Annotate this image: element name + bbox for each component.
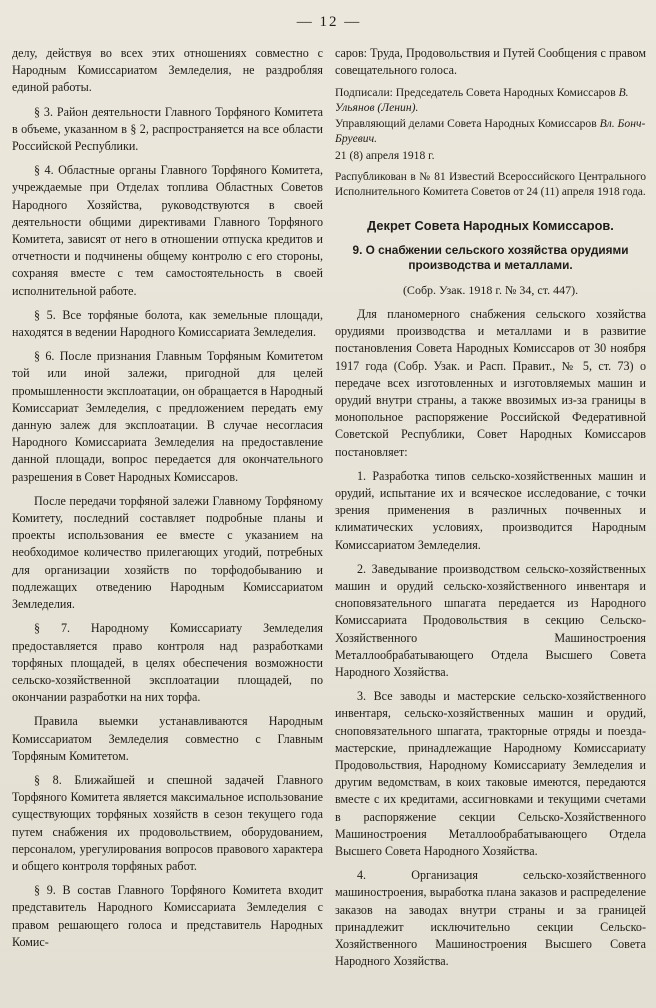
- section-5: § 5. Все торфяные болота, как земельные площади, находятся в ведении Народного Комиссариата Земледелия.: [12, 307, 323, 340]
- left-column: [12, 45, 323, 977]
- signature-role: Подписали: Председатель Совета Народных Комиссаров: [335, 86, 616, 100]
- section-3: § 3. Район деятельности Главного Торфяного Комитета в объеме, указанном в § 2, распространяется на все области Российской Республики.: [12, 104, 323, 154]
- publication-note: Распубликован в № 81 Известий Всероссийского Центрального Исполнительного Комитета Советов от 24 (11) апреля 1918 года.: [335, 170, 646, 198]
- clause-4: 4. Организация сельско-хозяйственного машиностроения, выработка плана заказов и распределение заказов на заводах внутри страны и за границей принадлежит исключительно секции Сельско-Хозяйственного Машиностроения Высшего Совета Народного Хозяйства.: [335, 868, 646, 969]
- section-9: § 9. В состав Главного Торфяного Комитета входит представитель Народного Комиссариата Земледелия с правом решающего голоса и представитель Народных Комис-: [12, 883, 323, 949]
- paragraph: Правила выемки устанавливаются Народным Комиссариатом Земледелия совместно с Главным Торфяным Комитетом.: [12, 714, 323, 763]
- decree-source: (Собр. Узак. 1918 г. № 34, ст. 447).: [402, 282, 579, 297]
- paragraph: После передачи торфяной залежи Главному Торфяному Комитету, последний составляет подробные планы и проекты использования ее вместе с указанием на необходимое количество прилегающих угодий, потребных для организации хозяйств по торфодобыванию и подлежащих отведению Народным Комиссариатом Земледелия.: [12, 493, 323, 612]
- clause-3: 3. Все заводы и мастерские сельско-хозяйственного инвентаря, сельско-хозяйственных машин и орудий, сноповязательного шпагата, тракторные отряды и поезда-мастерские, принадлежащие Народному Комиссариату Продовольствия, Народному Комиссариату Земледелия и другим ведомствам, в коих таковые имеются, передаются вместе с их кредитами, ассигновками и текущими счетами в распоряжение секции Сельско-Хозяйственного Машиностроения Металлообрабатывающего Отдела Высшего Совета Народного Хозяйства.: [335, 689, 646, 858]
- decree-subtitle: 9. О снабжении сельского хозяйства орудиями производства и металлами.: [352, 242, 629, 272]
- document-date: 21 (8) апреля 1918 г.: [335, 149, 435, 163]
- clause-1: 1. Разработка типов сельско-хозяйственных машин и орудий, испытание их и всяческое исследование, с точки зрения применения в различных почвенных и климатических условиях, производится Народным Комиссариатом Земледелия.: [335, 468, 646, 552]
- paragraph: делу, действуя во всех этих отношениях совместно с Народным Комиссариатом Земледелия, не раздробляя единой работы.: [12, 46, 323, 95]
- page-number: — 12 —: [296, 14, 362, 30]
- section-7: § 7. Народному Комиссариату Земледелия предоставляется право контроля над разработками торфяных площадей, в целях обеспечения возможности сельско-хозяйственной эксплоатации площадей, по окончании разработки на них торфа.: [12, 621, 323, 705]
- signature-name: В. Ульянов (Ленин).: [335, 86, 629, 114]
- decree-title: Декрет Совета Народных Комиссаров.: [367, 217, 614, 233]
- text-columns: [12, 45, 646, 977]
- signatures-block: [335, 86, 646, 164]
- signature-name: Вл. Бонч-Бруевич.: [335, 117, 646, 145]
- section-4: § 4. Областные органы Главного Торфяного Комитета, учреждаемые при Отделах топлива Областных Советов Народного Хозяйства, руководствуются в своей деятельности общими директивами Главного Торфяного Комитета, зависят от него в отношении отпуска кредитов и отчетности и подчинены общему контролю с его стороны, сохраняя вместе с тем самостоятельность в своей исполнительной работе.: [12, 163, 323, 298]
- section-6: § 6. После признания Главным Торфяным Комитетом той или иной залежи, пригодной для целей промышленности эксплоатации, он обращается в Народный Комиссариат Земледелия, с предложением передать ему данную залеж для эксплоатации. В случае несогласия Народного Комиссариата Земледелия на предоставление данной площади, вопрос передается для окончательного разрешения в Совет Народных Комиссаров.: [12, 349, 323, 484]
- clause-2: 2. Заведывание производством сельско-хозяйственных машин и орудий сельско-хозяйственного инвентаря и сноповязательного шпагата передается из Народного Комиссариата Продовольствия в секцию Сельско-Хозяйственного Машиностроения Металлообрабатывающего Отдела Высшего Совета Народного Хозяйства.: [335, 561, 646, 679]
- paragraph: саров: Труда, Продовольствия и Путей Сообщения с правом совещательного голоса.: [335, 46, 646, 78]
- section-8: § 8. Ближайшей и спешной задачей Главного Торфяного Комитета является максимальное использование существующих торфяных хозяйств в сезон текущего года путем снабжения их продовольствием, оборудованием, персоналом, урегулирования вопросов правового характера и общего контроля торфяных работ.: [12, 772, 323, 873]
- right-column: [335, 45, 646, 977]
- signature-role: Управляющий делами Совета Народных Комиссаров: [335, 117, 597, 131]
- signature-line: [335, 117, 646, 146]
- signature-line: [335, 86, 646, 115]
- paragraph: Для планомерного снабжения сельского хозяйства орудиями производства и металлами и в развитие постановления Совета Народных Комиссаров от 30 ноября 1917 года (Собр. Узак. и Расп. Правит., № 5, ст. 73) о передаче всех изготовленных и изготовляемых машин и орудий внутри страны, а также ввозимых из-за границы в монопольное распоряжение Российской Федеративной Советской Республики, Совет Народных Комиссаров постановляет:: [335, 306, 646, 459]
